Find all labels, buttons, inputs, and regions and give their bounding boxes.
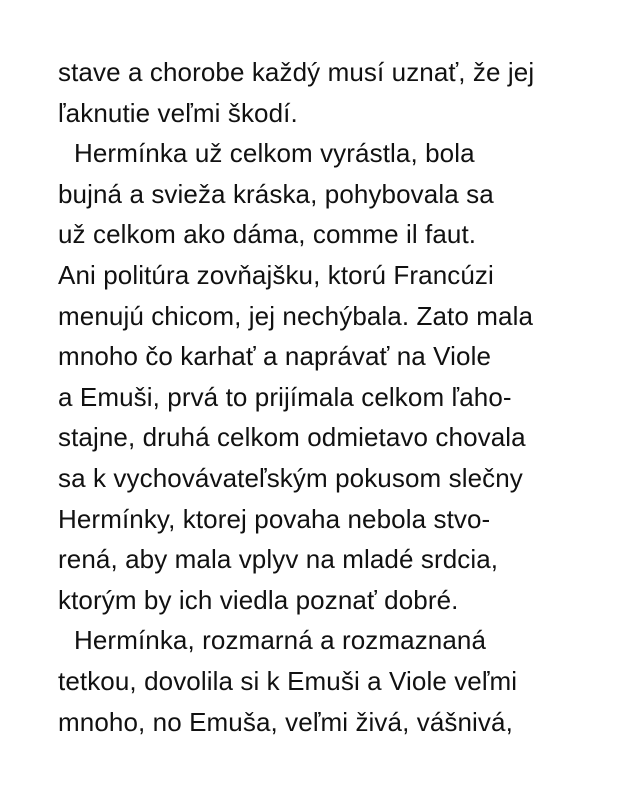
body-text (58, 52, 598, 742)
text-line-2: ľaknutie veľmi škodí. (58, 97, 298, 128)
text-line-10: stajne, druhá celkom odmietavo chovala (58, 422, 526, 453)
text-line-4: bujná a svieža kráska, pohybovala sa (58, 178, 494, 209)
text-line-7: menujú chicom, jej nechýbala. Zato mala (58, 300, 534, 331)
text-line-17: mnoho, no Emuša, veľmi živá, vášnivá, (58, 706, 513, 737)
text-line-12: Hermínky, ktorej povaha nebola stvo- (58, 503, 491, 534)
text-line-6: Ani politúra zovňajšku, ktorú Francúzi (58, 259, 494, 290)
text-line-16: tetkou, dovolila si k Emuši a Viole veľmi (58, 665, 518, 696)
text-line-5: už celkom ako dáma, comme il faut. (58, 219, 477, 250)
text-line-3: Hermínka už celkom vyrástla, bola (74, 138, 475, 169)
text-line-11: sa k vychovávateľským pokusom slečny (58, 462, 523, 493)
text-line-13: rená, aby mala vplyv na mladé srdcia, (58, 544, 499, 575)
text-line-1: stave a chorobe každý musí uznať, že jej (58, 57, 535, 87)
text-line-9: a Emuši, prvá to prijímala celkom ľaho- (58, 381, 512, 412)
text-line-8: mnoho čo karhať a naprávať na Viole (58, 341, 492, 372)
text-line-14: ktorým by ich viedla poznať dobré. (58, 584, 459, 615)
text-line-15: Hermínka, rozmarná a rozmaznaná (74, 625, 487, 656)
